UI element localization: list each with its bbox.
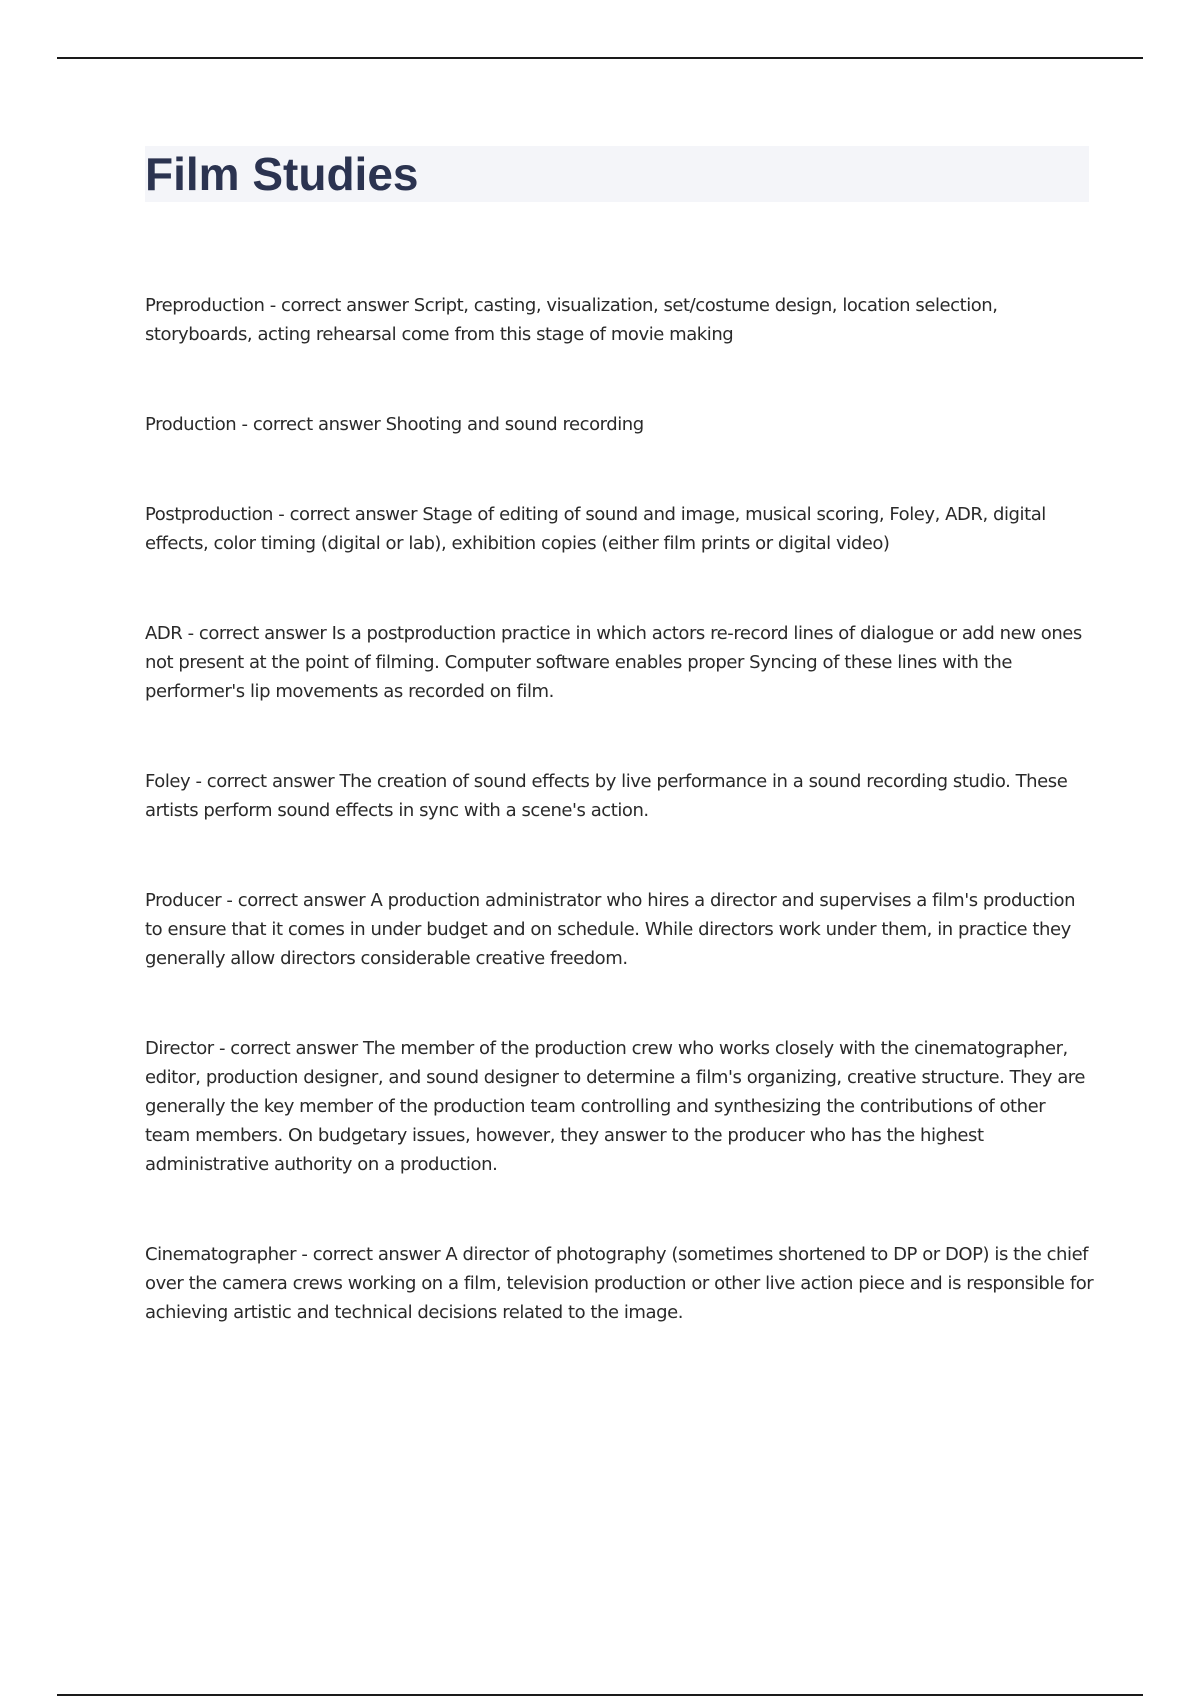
flashcard-entry-adr: ADR - correct answer Is a postproduction practice in which actors re-record lines of dialogue or add new ones not present at the point of filming. Computer software enables proper Syncing of these lines with the performer's lip movements as recorded on film.: [145, 623, 1082, 702]
flashcard-entry-production: Production - correct answer Shooting and sound recording: [145, 414, 644, 435]
flashcard-list: [145, 291, 1095, 1327]
bottom-divider: [57, 1694, 1143, 1696]
flashcard-entry-postproduction: Postproduction - correct answer Stage of editing of sound and image, musical scoring, Foley, ADR, digital effects, color timing (digital or lab), exhibition copies (either film prints or digital video): [145, 504, 1046, 554]
page-title: Film Studies: [145, 148, 419, 200]
flashcard-entry-cinematographer: Cinematographer - correct answer A director of photography (sometimes shortened to DP or DOP) is the chief over the camera crews working on a film, television production or other live action piece and is responsible for achieving artistic and technical decisions related to the image.: [145, 1244, 1094, 1323]
top-divider: [57, 57, 1143, 59]
flashcard-entry-foley: Foley - correct answer The creation of sound effects by live performance in a sound recording studio. These artists perform sound effects in sync with a scene's action.: [145, 771, 1068, 821]
flashcard-entry-preproduction: Preproduction - correct answer Script, casting, visualization, set/costume design, location selection, storyboards, acting rehearsal come from this stage of movie making: [145, 295, 998, 345]
flashcard-entry-director: Director - correct answer The member of the production crew who works closely with the cinematographer, editor, production designer, and sound designer to determine a film's organizing, creative structure. They are generally the key member of the production team controlling and synthesizing the contributions of other team members. On budgetary issues, however, they answer to the producer who has the highest administrative authority on a production.: [145, 1038, 1085, 1175]
flashcard-entry-producer: Producer - correct answer A production administrator who hires a director and supervises a film's production to ensure that it comes in under budget and on schedule. While directors work under them, in practice they generally allow directors considerable creative freedom.: [145, 890, 1076, 969]
